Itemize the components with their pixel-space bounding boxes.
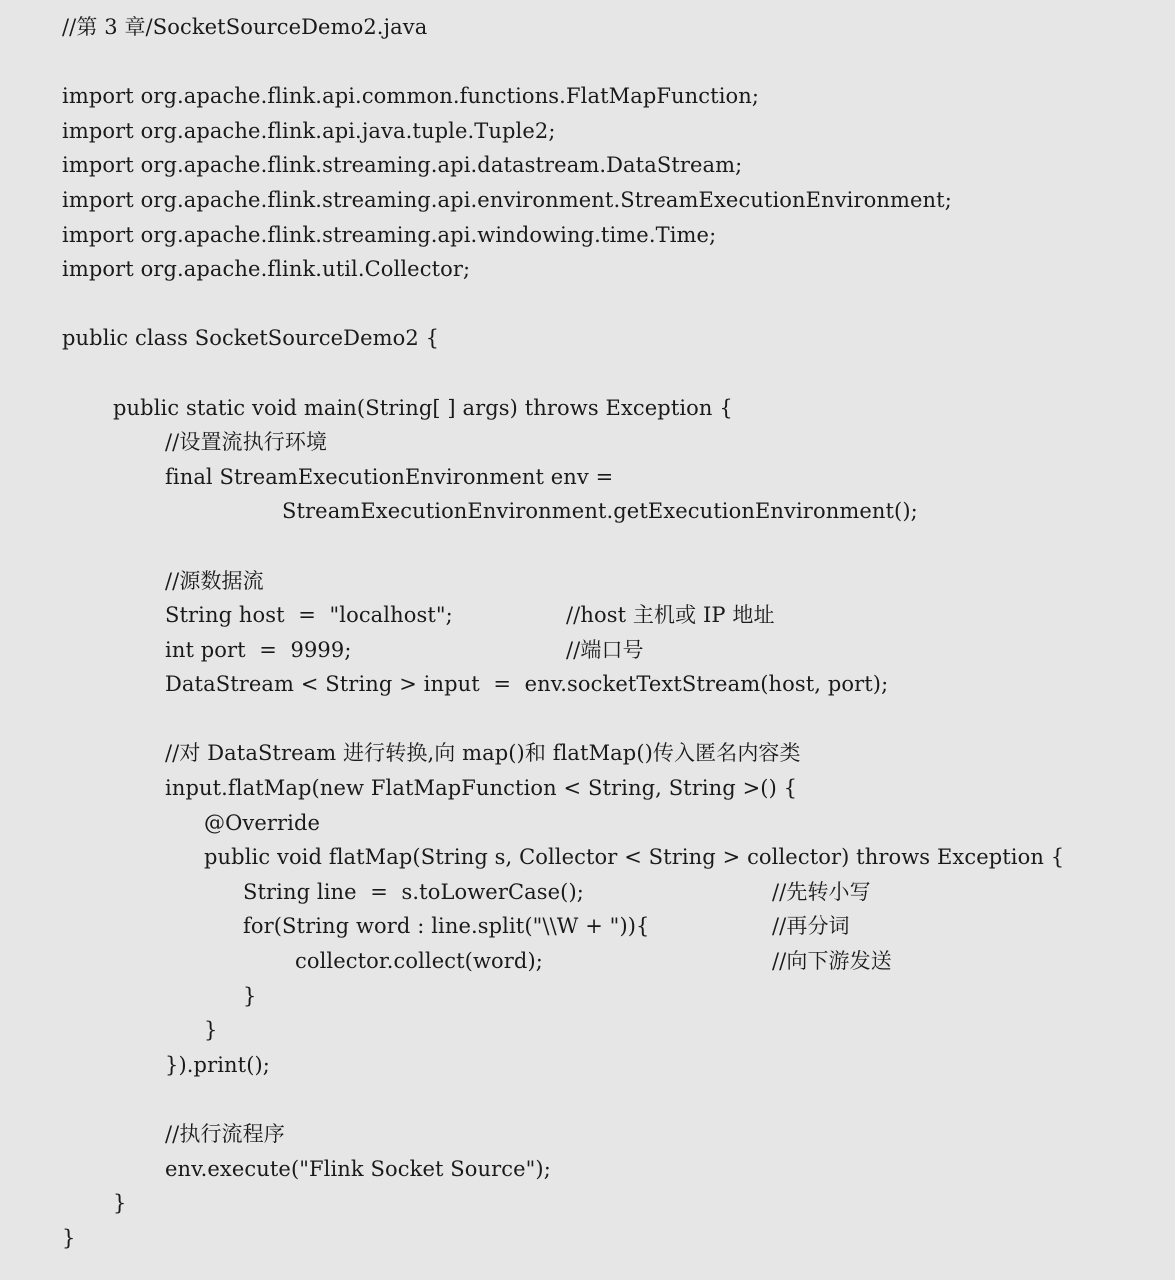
code-line bbox=[0, 1117, 1175, 1152]
code-line bbox=[0, 321, 1175, 356]
code-statement: String line = s.toLowerCase(); bbox=[243, 879, 584, 904]
code-comment: //源数据流 bbox=[165, 568, 264, 593]
code-statement: }).print(); bbox=[165, 1052, 270, 1077]
blank-line bbox=[0, 45, 1175, 80]
code-statement: DataStream < String > input = env.socketTextStream(host, port); bbox=[165, 672, 889, 697]
code-line bbox=[0, 425, 1175, 460]
file-header-comment: //第 3 章/SocketSourceDemo2.java bbox=[62, 15, 428, 39]
code-line bbox=[0, 1221, 1175, 1256]
code-statement: int port = 9999; bbox=[165, 637, 352, 662]
code-block bbox=[0, 10, 1175, 1255]
annotation: @Override bbox=[204, 810, 321, 835]
code-line bbox=[0, 979, 1175, 1014]
import-statement: import org.apache.flink.streaming.api.datastream.DataStream; bbox=[62, 153, 743, 178]
import-statement: import org.apache.flink.streaming.api.environment.StreamExecutionEnvironment; bbox=[62, 187, 952, 212]
code-line bbox=[0, 840, 1175, 875]
code-line bbox=[0, 1013, 1175, 1048]
code-line bbox=[0, 252, 1175, 287]
code-line bbox=[0, 79, 1175, 114]
code-line bbox=[0, 564, 1175, 599]
code-line bbox=[0, 667, 1175, 702]
import-statement: import org.apache.flink.streaming.api.windowing.time.Time; bbox=[62, 222, 717, 247]
import-statement: import org.apache.flink.util.Collector; bbox=[62, 257, 471, 282]
main-method-signature: public static void main(String[ ] args) throws Exception { bbox=[113, 395, 733, 420]
method-signature: public void flatMap(String s, Collector < String > collector) throws Exception { bbox=[204, 845, 1065, 870]
code-line bbox=[0, 736, 1175, 771]
code-line bbox=[0, 114, 1175, 149]
code-statement: final StreamExecutionEnvironment env = bbox=[165, 464, 614, 489]
code-statement: for(String word : line.split("\\W + ")){ bbox=[243, 914, 650, 939]
blank-line bbox=[0, 702, 1175, 737]
inline-comment: //再分词 bbox=[772, 914, 850, 939]
code-comment: //设置流执行环境 bbox=[165, 430, 328, 455]
code-line bbox=[0, 1048, 1175, 1083]
blank-line bbox=[0, 529, 1175, 564]
code-statement: env.execute("Flink Socket Source"); bbox=[165, 1156, 551, 1181]
code-line bbox=[0, 391, 1175, 426]
code-line bbox=[0, 1186, 1175, 1221]
code-line bbox=[0, 598, 1175, 633]
blank-line bbox=[0, 1082, 1175, 1117]
blank-line bbox=[0, 356, 1175, 391]
inline-comment: //向下游发送 bbox=[772, 949, 892, 974]
code-line bbox=[0, 183, 1175, 218]
import-statement: import org.apache.flink.api.common.functions.FlatMapFunction; bbox=[62, 84, 760, 109]
code-line bbox=[0, 218, 1175, 253]
code-line bbox=[0, 909, 1175, 944]
code-line bbox=[0, 633, 1175, 668]
code-statement: String host = "localhost"; bbox=[165, 603, 453, 628]
code-line bbox=[0, 944, 1175, 979]
inline-comment: //端口号 bbox=[566, 637, 644, 662]
closing-brace: } bbox=[243, 983, 257, 1008]
closing-brace: } bbox=[204, 1018, 218, 1043]
code-line bbox=[0, 10, 1175, 45]
inline-comment: //host 主机或 IP 地址 bbox=[566, 603, 775, 628]
code-line bbox=[0, 806, 1175, 841]
inline-comment: //先转小写 bbox=[772, 879, 871, 904]
code-line bbox=[0, 494, 1175, 529]
code-comment: //执行流程序 bbox=[165, 1122, 285, 1146]
code-statement: collector.collect(word); bbox=[295, 949, 543, 974]
closing-brace: } bbox=[113, 1191, 127, 1216]
code-line bbox=[0, 1152, 1175, 1187]
class-declaration: public class SocketSourceDemo2 { bbox=[62, 326, 440, 351]
code-comment: //对 DataStream 进行转换,向 map()和 flatMap()传入匿名内容类 bbox=[165, 741, 801, 766]
blank-line bbox=[0, 287, 1175, 322]
import-statement: import org.apache.flink.api.java.tuple.Tuple2; bbox=[62, 118, 556, 143]
code-statement: input.flatMap(new FlatMapFunction < String, String >() { bbox=[165, 776, 798, 801]
code-line bbox=[0, 460, 1175, 495]
code-line bbox=[0, 771, 1175, 806]
code-line bbox=[0, 875, 1175, 910]
code-statement: StreamExecutionEnvironment.getExecutionEnvironment(); bbox=[282, 499, 918, 524]
closing-brace: } bbox=[62, 1225, 76, 1250]
code-line bbox=[0, 148, 1175, 183]
